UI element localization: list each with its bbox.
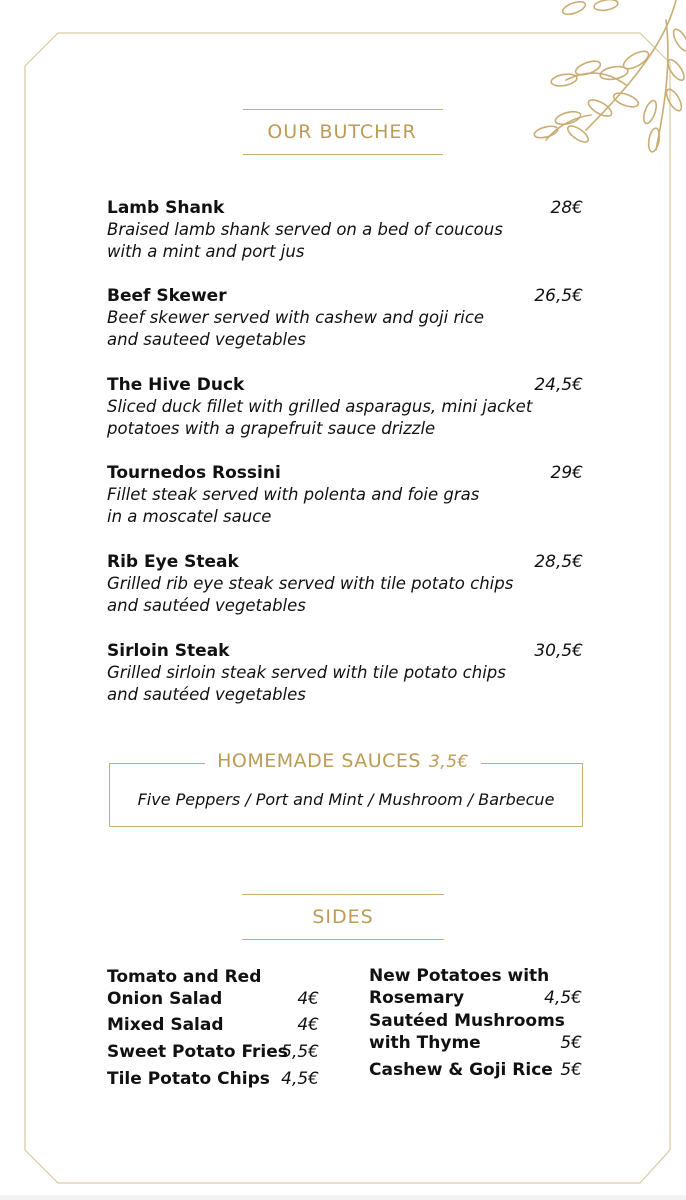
side-item-mixed-salad [107, 1014, 319, 1036]
side-price: 4,5€ [544, 988, 582, 1008]
menu-item-beef-skewer [107, 285, 583, 351]
side-item-cashew-goji-rice [369, 1059, 582, 1081]
sauces-title: HOMEMADE SAUCES [217, 750, 421, 772]
sauces-heading [0, 750, 686, 772]
sides-heading [0, 894, 686, 940]
menu-item-sirloin-steak [107, 640, 583, 706]
menu-item-rib-eye-steak [107, 551, 583, 617]
menu-item-tournedos-rossini [107, 462, 583, 528]
sauces-price: 3,5€ [429, 752, 469, 772]
item-description: Beef skewer served with cashew and goji rice and sauteed vegetables [107, 308, 485, 349]
side-price: 4,5€ [281, 1069, 319, 1089]
item-price: 29€ [550, 463, 583, 483]
sides-title: SIDES [242, 894, 443, 940]
item-name: Lamb Shank [107, 198, 225, 218]
butcher-title: OUR BUTCHER [243, 109, 442, 155]
item-price: 26,5€ [534, 286, 583, 306]
side-price: 4€ [297, 989, 319, 1009]
item-name: Beef Skewer [107, 286, 227, 306]
side-price: 5€ [560, 1033, 582, 1053]
side-name: Tomato and Red Onion Salad [107, 967, 262, 1009]
side-name: Cashew & Goji Rice [369, 1060, 553, 1080]
side-item-tile-potato-chips [107, 1068, 319, 1090]
side-item-sauteed-mushrooms [369, 1010, 582, 1054]
side-price: 5,5€ [281, 1042, 319, 1062]
side-name: Sweet Potato Fries [107, 1042, 288, 1062]
item-name: Rib Eye Steak [107, 552, 239, 572]
item-name: Tournedos Rossini [107, 463, 281, 483]
side-name: Sautéed Mushrooms with Thyme [369, 1011, 565, 1053]
item-description: Grilled rib eye steak served with tile potato chips and sautéed vegetables [107, 574, 514, 615]
side-name: Tile Potato Chips [107, 1069, 270, 1089]
item-price: 28€ [550, 198, 583, 218]
item-name: Sirloin Steak [107, 641, 230, 661]
side-item-new-potatoes [369, 965, 582, 1009]
menu-item-hive-duck [107, 374, 583, 440]
menu-item-lamb-shank [107, 197, 583, 263]
side-name: New Potatoes with Rosemary [369, 966, 550, 1008]
sauces-list: Five Peppers / Port and Mint / Mushroom / Barbecue [137, 790, 555, 809]
side-price: 5€ [560, 1060, 582, 1080]
item-description: Braised lamb shank served on a bed of coucous with a mint and port jus [107, 220, 503, 261]
item-price: 30,5€ [534, 641, 583, 661]
item-description: Fillet steak served with polenta and foie gras in a moscatel sauce [107, 485, 480, 526]
item-description: Sliced duck fillet with grilled asparagus, mini jacket potatoes with a grapefruit sauce drizzle [107, 397, 533, 438]
side-item-sweet-potato-fries [107, 1041, 319, 1063]
side-price: 4€ [297, 1015, 319, 1035]
side-item-tomato-salad [107, 966, 319, 1010]
side-name: Mixed Salad [107, 1015, 224, 1035]
item-description: Grilled sirloin steak served with tile potato chips and sautéed vegetables [107, 663, 506, 704]
item-price: 24,5€ [534, 375, 583, 395]
item-price: 28,5€ [534, 552, 583, 572]
butcher-heading [0, 109, 686, 155]
item-name: The Hive Duck [107, 375, 245, 395]
